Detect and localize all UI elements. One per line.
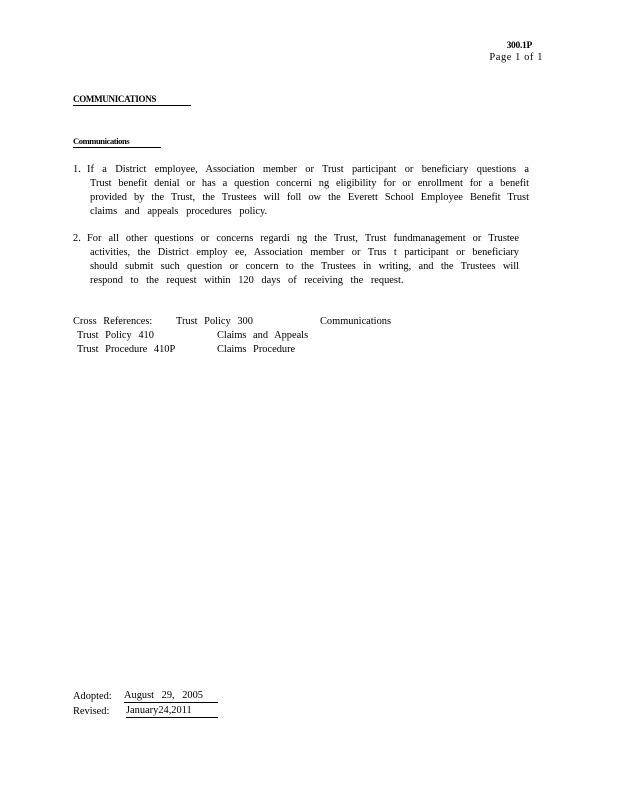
adopted-date: August 29, 2005 [124, 690, 218, 703]
paragraph-line: provided by the Trust, the Trustees will foll ow the Everett School Employee Benefit Trust [90, 192, 529, 203]
paragraph-line: should submit such question or concern to the Trustees in writing, and the Trustees will [90, 261, 519, 272]
paragraph-line: For all other questions or concerns regardi ng the Trust, Trust fundmanagement or Trustee [87, 233, 519, 244]
paragraph-line: activities, the District employ ee, Association member or Trus t participant or beneficiary [90, 247, 519, 258]
section-heading: Communications [73, 136, 161, 148]
paragraph-item-1 [73, 163, 529, 219]
cross-reference-title: Communications [320, 316, 391, 327]
document-title: COMMUNICATIONS [73, 94, 191, 106]
cross-reference-ref: Trust Policy 300 [176, 316, 253, 327]
item-number: 2. [73, 233, 81, 244]
paragraph-line: Trust benefit denial or has a question concerni ng eligibility for or enrollment for a benefit [90, 178, 529, 189]
cross-reference-title: Claims and Appeals [217, 330, 309, 341]
revised-date: January24,2011 [126, 705, 218, 718]
cross-references-label: Cross References: [73, 316, 153, 327]
cross-reference-title: Claims Procedure [217, 344, 296, 355]
paragraph-line: respond to the request within 120 days of receiving the request. [90, 275, 404, 286]
adopted-label: Adopted: [73, 691, 112, 702]
cross-reference-ref: Trust Procedure 410P [77, 344, 176, 355]
page-number: Page 1 of 1 [489, 52, 543, 63]
cross-reference-ref: Trust Policy 410 [77, 330, 154, 341]
paragraph-line: claims and appeals procedures policy. [90, 206, 268, 217]
policy-code: 300.1P [506, 41, 532, 51]
revised-label: Revised: [73, 706, 110, 717]
item-number: 1. [73, 164, 81, 175]
paragraph-line: If a District employee, Association member or Trust participant or beneficiary questions a [87, 164, 529, 175]
paragraph-item-2 [73, 232, 519, 288]
